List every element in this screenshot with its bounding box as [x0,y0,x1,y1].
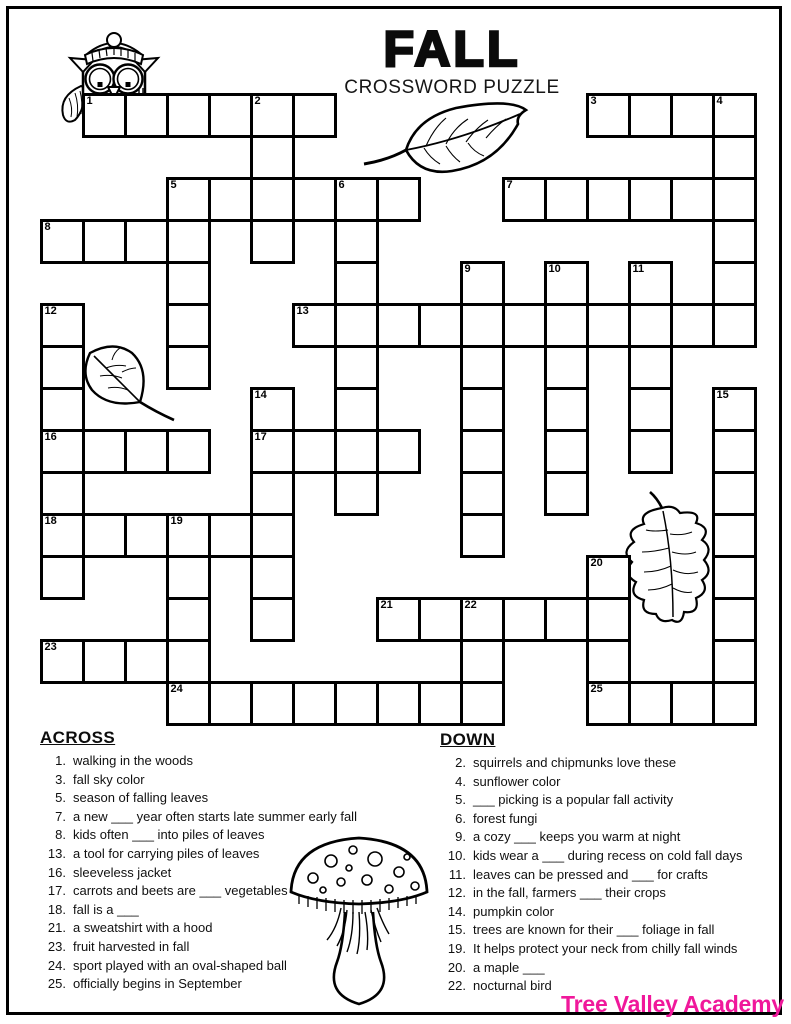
clue-number: 8. [55,827,66,843]
clue-number: 5. [455,792,466,808]
clue-text: trees are known for their ___ foliage in fall [473,922,715,938]
across-clue [40,808,402,827]
crossword-cell[interactable] [460,597,505,642]
crossword-cell[interactable] [82,219,127,264]
crossword-cell[interactable] [208,93,253,138]
crossword-cell[interactable] [82,639,127,684]
crossword-cell[interactable] [460,639,505,684]
cell-number: 23 [44,640,57,653]
clue-text: officially begins in September [73,976,242,992]
crossword-cell[interactable] [670,681,715,726]
crossword-cell[interactable] [502,597,547,642]
cell-number: 1 [86,94,93,107]
crossword-cell[interactable] [334,681,379,726]
clue-number: 14. [447,903,466,919]
across-clue [40,938,402,957]
cell-number: 14 [254,388,267,401]
clue-number: 2. [455,755,466,770]
cell-number: 2 [254,94,261,107]
crossword-cell[interactable] [250,513,295,558]
cell-number: 11 [632,262,645,275]
crossword-cell[interactable] [418,303,463,348]
crossword-cell[interactable] [40,387,85,432]
clue-number: 3. [55,771,66,787]
across-clue [40,901,402,920]
crossword-cell[interactable] [418,681,463,726]
crossword-cell[interactable] [166,177,211,222]
crossword-cell[interactable] [40,219,85,264]
crossword-cell[interactable] [166,597,211,642]
crossword-cell[interactable] [586,303,631,348]
clue-text: a cozy ___ keeps you warm at night [473,829,681,845]
clue-text: sunflower color [473,773,561,789]
crossword-cell[interactable] [712,219,757,264]
crossword-cell[interactable] [124,219,169,264]
cell-number: 22 [464,598,477,611]
down-clue [440,903,780,922]
crossword-cell[interactable] [250,177,295,222]
crossword-cell[interactable] [712,429,757,474]
crossword-cell[interactable] [334,387,379,432]
crossword-cell[interactable] [712,639,757,684]
crossword-cell[interactable] [460,303,505,348]
clue-text: fruit harvested in fall [73,938,190,954]
crossword-cell[interactable] [250,219,295,264]
crossword-cell[interactable] [208,513,253,558]
crossword-cell[interactable] [712,471,757,516]
clue-number: 23. [47,938,66,954]
crossword-cell[interactable] [628,261,673,306]
crossword-cell[interactable] [712,135,757,180]
cell-number: 13 [296,304,309,317]
crossword-cell[interactable] [292,681,337,726]
crossword-cell[interactable] [628,93,673,138]
cell-number: 17 [254,430,267,443]
clue-text: forest fungi [473,810,538,826]
crossword-cell[interactable] [250,387,295,432]
crossword-cell[interactable] [586,177,631,222]
down-clue [440,828,780,847]
clue-number: 24. [47,957,66,973]
page-title: FALL [383,21,521,77]
clue-text: a tool for carrying piles of leaves [73,845,260,861]
crossword-cell[interactable] [670,303,715,348]
clue-text: pumpkin color [473,903,554,919]
crossword-cell[interactable] [712,513,757,558]
clue-text: walking in the woods [73,753,193,768]
brand-credit: Tree Valley Academy [561,991,784,1017]
crossword-cell[interactable] [40,555,85,600]
crossword-cell[interactable] [40,639,85,684]
clue-text: nocturnal bird [473,978,552,994]
cell-number: 24 [170,682,183,695]
crossword-cell[interactable] [334,471,379,516]
crossword-cell[interactable] [250,93,295,138]
down-clue [440,754,780,773]
crossword-cell[interactable] [166,345,211,390]
crossword-cell[interactable] [544,597,589,642]
clue-number: 19. [447,940,466,956]
clue-text: a maple ___ [473,959,545,975]
across-clue [40,882,402,901]
crossword-cell[interactable] [586,639,631,684]
cell-number: 15 [716,388,729,401]
crossword-cell[interactable] [334,261,379,306]
crossword-cell[interactable] [544,387,589,432]
crossword-cell[interactable] [544,345,589,390]
down-clue [440,773,780,792]
crossword-cell[interactable] [166,303,211,348]
crossword-cell[interactable] [250,429,295,474]
oak-leaf-illustration [616,490,716,635]
crossword-cell[interactable] [460,681,505,726]
clue-text: fall is a ___ [73,901,139,917]
crossword-cell[interactable] [166,555,211,600]
crossword-cell[interactable] [712,597,757,642]
clue-number: 1. [55,753,66,768]
crossword-cell[interactable] [208,681,253,726]
crossword-cell[interactable] [250,135,295,180]
across-clue [40,771,402,790]
crossword-cell[interactable] [670,93,715,138]
down-clue [440,791,780,810]
across-clue [40,752,402,771]
cell-number: 20 [590,556,603,569]
crossword-cell[interactable] [628,177,673,222]
crossword-cell[interactable] [82,513,127,558]
crossword-cell[interactable] [712,93,757,138]
down-clue-list [440,754,780,996]
crossword-cell[interactable] [586,93,631,138]
crossword-cell[interactable] [166,219,211,264]
across-clue [40,975,402,994]
crossword-cell[interactable] [334,303,379,348]
clue-text: fall sky color [73,771,145,787]
clue-text: kids often ___ into piles of leaves [73,827,265,843]
clue-number: 5. [55,790,66,806]
crossword-cell[interactable] [502,303,547,348]
crossword-cell[interactable] [712,303,757,348]
crossword-cell[interactable] [292,93,337,138]
clue-text: leaves can be pressed and ___ for crafts [473,866,708,882]
clue-number: 16. [47,864,66,880]
page-subtitle: CROSSWORD PUZZLE [344,77,560,98]
crossword-cell[interactable] [586,555,631,600]
crossword-cell[interactable] [166,639,211,684]
down-clue [440,921,780,940]
clue-number: 6. [455,810,466,826]
crossword-cell[interactable] [460,261,505,306]
clue-text: season of falling leaves [73,790,209,806]
across-clue [40,845,402,864]
clue-number: 22. [447,978,466,994]
clue-number: 10. [447,847,466,863]
crossword-cell[interactable] [166,429,211,474]
clue-number: 12. [447,885,466,901]
clue-number: 4. [455,773,466,789]
crossword-cell[interactable] [376,429,421,474]
crossword-cell[interactable] [250,471,295,516]
crossword-cell[interactable] [418,597,463,642]
down-clue [440,959,780,978]
cell-number: 4 [716,94,723,107]
cell-number: 21 [380,598,393,611]
clue-text: sleeveless jacket [73,864,172,880]
crossword-cell[interactable] [712,177,757,222]
crossword-cell[interactable] [124,429,169,474]
crossword-cell[interactable] [376,177,421,222]
crossword-cell[interactable] [376,681,421,726]
cell-number: 19 [170,514,183,527]
cell-number: 6 [338,178,345,191]
crossword-cell[interactable] [250,681,295,726]
crossword-cell[interactable] [670,177,715,222]
down-clue [440,884,780,903]
cell-number: 9 [464,262,471,275]
crossword-cell[interactable] [166,261,211,306]
crossword-cell[interactable] [82,93,127,138]
cell-number: 12 [44,304,57,317]
crossword-cell[interactable] [292,303,337,348]
crossword-cell[interactable] [208,177,253,222]
cell-number: 3 [590,94,597,107]
title-block [344,21,560,99]
down-clue [440,940,780,959]
crossword-cell[interactable] [712,261,757,306]
across-clues-section [40,728,402,994]
leaf-illustration [78,340,178,428]
crossword-cell[interactable] [40,471,85,516]
clue-text: a sweatshirt with a hood [73,920,213,936]
down-clues-section [440,730,780,996]
crossword-cell[interactable] [544,303,589,348]
clue-number: 15. [447,922,466,938]
clue-text: squirrels and chipmunks love these [473,755,677,770]
crossword-cell[interactable] [166,681,211,726]
clue-number: 9. [455,829,466,845]
crossword-cell[interactable] [376,597,421,642]
crossword-cell[interactable] [460,345,505,390]
clue-text: a new ___ year often starts late summer early fall [73,808,357,824]
across-clue-list [40,752,402,994]
crossword-cell[interactable] [460,429,505,474]
down-clue [440,866,780,885]
crossword-cell[interactable] [334,177,379,222]
crossword-cell[interactable] [502,177,547,222]
crossword-cell[interactable] [628,387,673,432]
cell-number: 18 [44,514,57,527]
crossword-cell[interactable] [166,93,211,138]
across-heading: ACROSS [40,728,116,747]
clue-text: kids wear a ___ during recess on cold fall days [473,847,743,863]
down-heading: DOWN [440,730,496,749]
cell-number: 16 [44,430,57,443]
crossword-cell[interactable] [376,303,421,348]
clue-number: 11. [448,866,466,882]
clue-number: 7. [55,808,66,824]
crossword-cell[interactable] [544,261,589,306]
clue-text: sport played with an oval-shaped ball [73,957,287,973]
across-clue [40,919,402,938]
clue-number: 18. [47,901,66,917]
crossword-cell[interactable] [40,345,85,390]
crossword-cell[interactable] [460,471,505,516]
crossword-cell[interactable] [124,513,169,558]
crossword-cell[interactable] [712,681,757,726]
crossword-cell[interactable] [628,681,673,726]
crossword-cell[interactable] [712,555,757,600]
clue-number: 20. [447,959,466,975]
down-clue [440,810,780,829]
crossword-cell[interactable] [40,513,85,558]
crossword-cell[interactable] [460,513,505,558]
clue-text: It helps protect your neck from chilly fall winds [473,940,738,956]
clue-text: carrots and beets are ___ vegetables [73,883,288,899]
crossword-cell[interactable] [334,345,379,390]
crossword-cell[interactable] [712,387,757,432]
clue-text: in the fall, farmers ___ their crops [473,885,666,901]
crossword-cell[interactable] [334,219,379,264]
cell-number: 5 [170,178,177,191]
crossword-cell[interactable] [544,471,589,516]
crossword-cell[interactable] [292,429,337,474]
crossword-cell[interactable] [40,429,85,474]
across-clue [40,864,402,883]
crossword-cell[interactable] [544,177,589,222]
cell-number: 10 [548,262,561,275]
crossword-cell[interactable] [40,303,85,348]
clue-number: 21. [47,920,66,936]
cell-number: 25 [590,682,603,695]
crossword-cell[interactable] [628,345,673,390]
crossword-cell[interactable] [250,555,295,600]
crossword-cell[interactable] [82,429,127,474]
cell-number: 7 [506,178,513,191]
crossword-cell[interactable] [586,681,631,726]
clue-number: 13. [47,845,66,861]
crossword-cell[interactable] [586,597,631,642]
crossword-cell[interactable] [250,597,295,642]
clue-number: 17. [47,883,66,899]
crossword-cell[interactable] [166,513,211,558]
crossword-cell[interactable] [124,639,169,684]
across-clue [40,789,402,808]
cell-number: 8 [44,220,51,233]
crossword-cell[interactable] [124,93,169,138]
crossword-cell[interactable] [544,429,589,474]
crossword-cell[interactable] [292,177,337,222]
crossword-cell[interactable] [334,429,379,474]
crossword-cell[interactable] [628,303,673,348]
crossword-cell[interactable] [460,387,505,432]
across-clue [40,957,402,976]
clue-number: 25. [47,976,66,992]
across-clue [40,826,402,845]
crossword-cell[interactable] [628,429,673,474]
clue-text: ___ picking is a popular fall activity [473,792,674,808]
down-clue [440,847,780,866]
